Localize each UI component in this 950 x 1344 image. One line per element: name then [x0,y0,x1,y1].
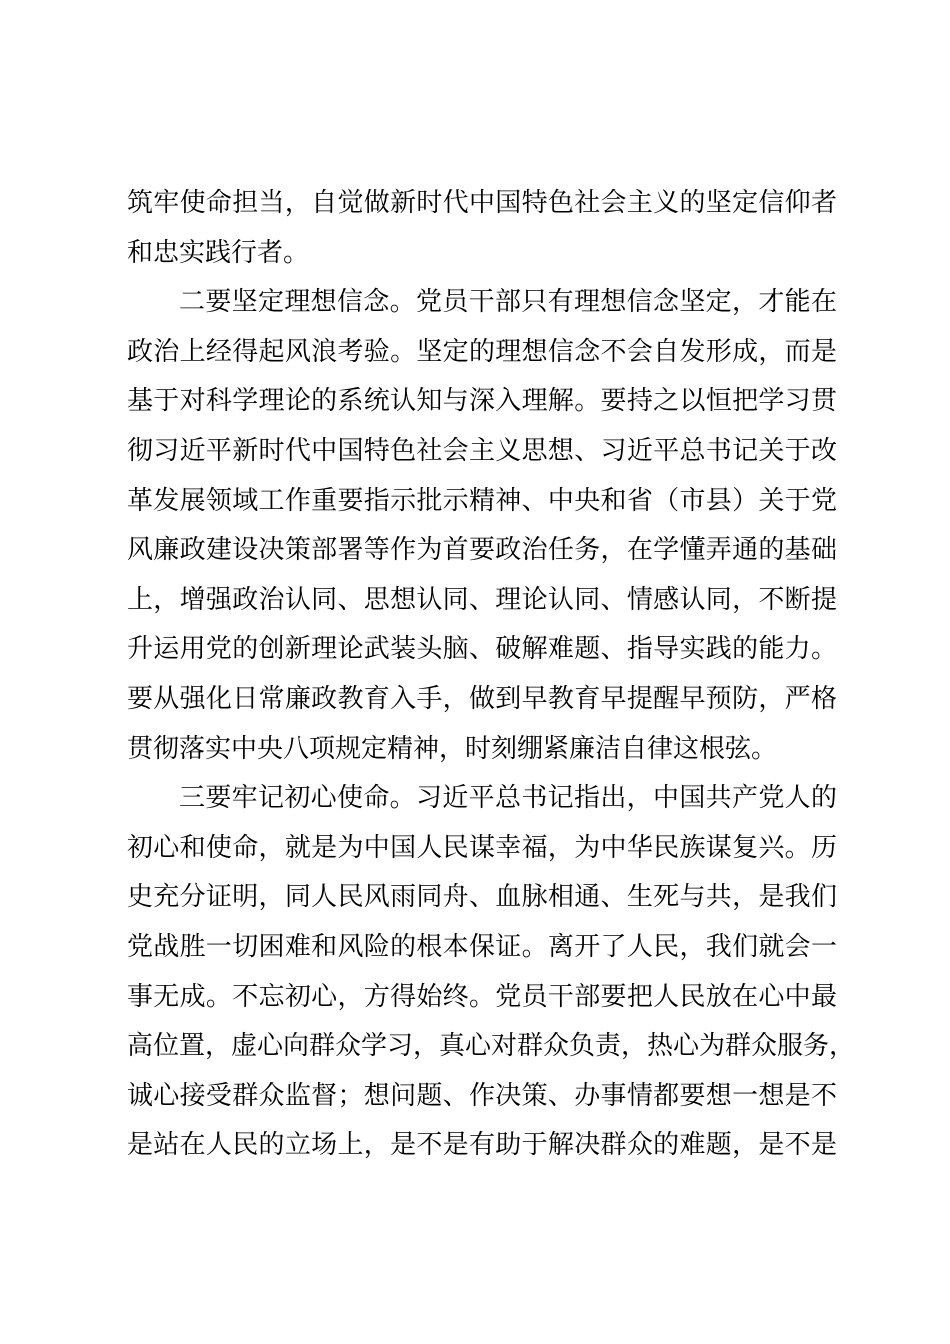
text-line: 高位置，虚心向群众学习，真心对群众负责，热心为群众服务， [127,1031,856,1062]
text-line: 和忠实践行者。 [127,237,310,268]
text-line: 党战胜一切困难和风险的根本保证。离开了人民，我们就会一 [127,931,837,962]
text-line: 升运用党的创新理论武装头脑、破解难题、指导实践的能力。 [127,634,837,665]
text-line: 筑牢使命担当，自觉做新时代中国特色社会主义的坚定信仰者 [127,188,837,218]
text-line: 初心和使命，就是为中国人民谋幸福，为中华民族谋复兴。历 [127,832,837,863]
text-line: 是站在人民的立场上，是不是有助于解决群众的难题，是不是 [127,1130,837,1161]
text-line: 基于对科学理论的系统认知与深入理解。要持之以恒把学习贯 [127,386,837,417]
paragraph-start-line: 三要牢记初心使命。习近平总书记指出，中国共产党人的 [179,783,837,814]
text-line: 要从强化日常廉政教育入手，做到早教育早提醒早预防，严格 [127,683,837,714]
text-line: 史充分证明，同人民风雨同舟、血脉相通、生死与共，是我们 [127,882,837,913]
text-line: 风廉政建设决策部署等作为首要政治任务，在学懂弄通的基础 [127,535,837,566]
text-line: 彻习近平新时代中国特色社会主义思想、习近平总书记关于改 [127,435,837,466]
text-line: 上，增强政治认同、思想认同、理论认同、情感认同，不断提 [127,584,837,615]
text-line: 贯彻落实中央八项规定精神，时刻绷紧廉洁自律这根弦。 [127,733,778,764]
text-line: 革发展领域工作重要指示批示精神、中央和省（市县）关于党 [127,485,837,516]
text-line: 政治上经得起风浪考验。坚定的理想信念不会自发形成，而是 [127,336,837,367]
body-text [127,179,856,1171]
paragraph-start-line: 二要坚定理想信念。党员干部只有理想信念坚定，才能在 [179,287,837,318]
text-line: 诚心接受群众监督；想问题、作决策、办事情都要想一想是不 [127,1080,837,1111]
text-line: 事无成。不忘初心，方得始终。党员干部要把人民放在心中最 [127,981,837,1012]
